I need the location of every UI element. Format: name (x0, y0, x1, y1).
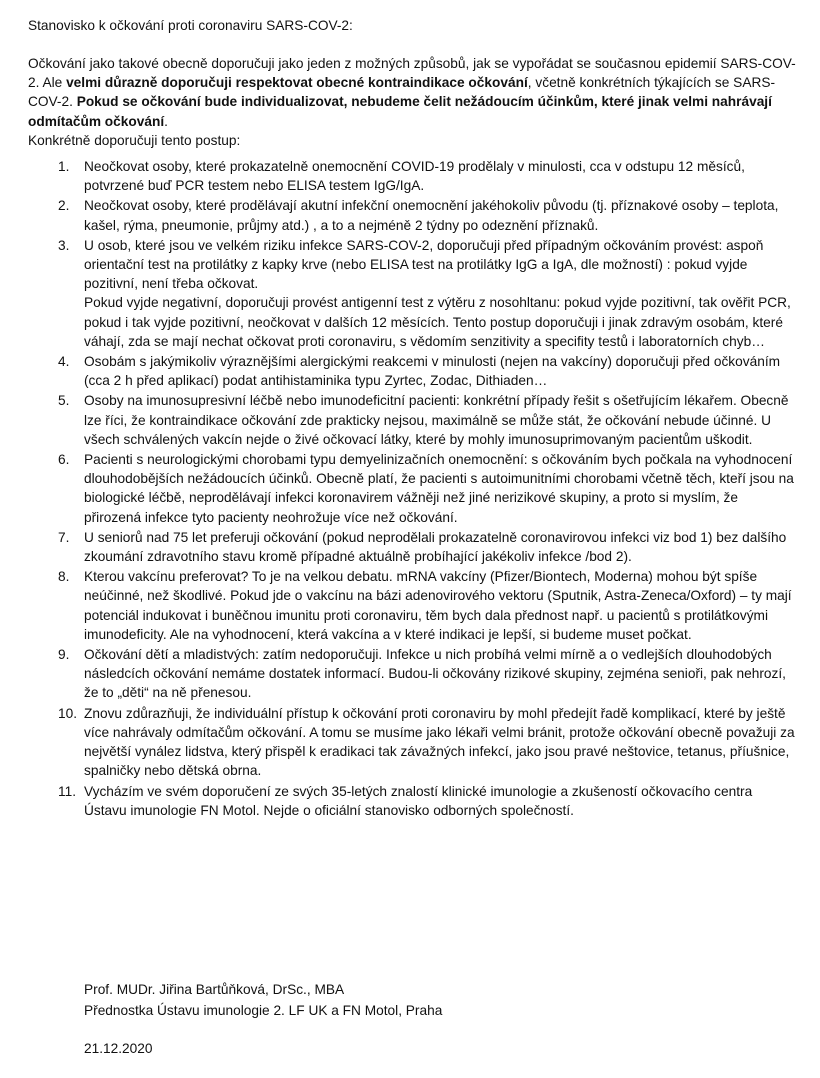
item-number: 1. (58, 159, 70, 174)
document-title: Stanovisko k očkování proti coronaviru SARS-COV-2: (28, 18, 353, 33)
list-item (28, 704, 798, 781)
item-text: Osoby na imunosupresivní léčbě nebo imunodeficitní pacienti: konkrétní případy řešit s ošetřujícím lékařem. Obecně lze říci, že kontraindikace očkování zde prakticky nejsou, maximálně se může stát, že očkování nebude účinné. U všech schválených vakcín nejde o živé očkovací látky, které by mohly imunosuprimovaným pacientům uškodit. (84, 393, 789, 447)
item-number: 10. (58, 705, 78, 721)
intro-section (28, 54, 798, 150)
item-text: Neočkovat osoby, které prodělávají akutní infekční onemocnění jakéhokoliv původu (tj. příznakové osoby – teplota, kašel, rýma, pneumonie, průjmy atd.) , a to a nejméně 2 týdny po odeznění příznaků. (84, 198, 779, 233)
intro-text-1: Očkování jako takové obecně doporučuji jako jeden z možných způsobů, jak se vypořádat se současnou epidemií SARS-COV-2. Ale (28, 56, 796, 91)
item-text: Znovu zdůrazňuji, že individuální přístup k očkování proti coronaviru by mohl předejít řadě komplikací, které by ještě více nahrávaly odmítačům očkování. A tomu se musíme jako lékaři velmi bránit, protože očkování obecně považuji za největší vynález lidstva, který přispěl k eradikaci tak závažných infekcí, jako jsou pravé neštovice, tetanus, příušnice, spalničky nebo dětská obrna. (84, 705, 795, 779)
list-item (28, 450, 798, 527)
item-text: U osob, které jsou ve velkém riziku infekce SARS-COV-2, doporučuji před případným očkováním provést: aspoň orientační test na protilátky z kapky krve (nebo ELISA test na protilátky IgG a IgA, dle možností) : pokud vyjde pozitivní, není třeba očkovat. (84, 237, 764, 292)
intro-paragraph (28, 54, 798, 131)
document-date: 21.12.2020 (84, 1041, 153, 1056)
intro-text-2: , včetně konkrétních týkajících se SARS-COV-2. (28, 75, 776, 110)
item-text: Pacienti s neurologickými chorobami typu demyelinizačních onemocnění: s očkováním bych počkala na vyhodnocení dlouhodobějších nežádoucích účinků. Obecně platí, že pacienti s autoimunitními chorobami včetně těch, kteří jsou na biologické léčbě, neprodělávají infekci koronavirem vážněji než jiné nerizikové skupiny, a proto si myslím, že přirozená infekce tyto pacienty neohrožuje více než očkování. (84, 452, 794, 525)
signature-position: Přednostka Ústavu imunologie 2. LF UK a FN Motol, Praha (84, 1003, 443, 1018)
list-item (28, 236, 798, 351)
item-text-continued: Pokud vyjde negativní, doporučuji provést antigenní test z výtěru z nosohltanu: pokud vyjde pozitivní, tak ověřit PCR, pokud i tak vyjde pozitivní, neočkovat v dalších 12 měsících. Tento postup doporučuji i jinak zdravým osobám, které váhají, zda se mají nechat očkovat proti coronaviru, s vědomím senzitivity a specifity testů i laboratorních chyb… (84, 295, 791, 349)
intro-text-3: . (164, 113, 168, 129)
item-number: 8. (58, 569, 70, 585)
item-number: 11. (58, 783, 77, 799)
item-text: Vycházím ve svém doporučení ze svých 35-letých znalostí klinické imunologie a zkušeností očkovacího centra Ústavu imunologie FN Motol. Nejde o oficiální stanovisko odborných společností. (84, 783, 753, 818)
list-item (28, 567, 798, 644)
item-number: 6. (58, 452, 70, 468)
signature-name: Prof. MUDr. Jiřina Bartůňková, DrSc., MBA (84, 982, 345, 997)
list-item (28, 391, 798, 449)
item-number: 3. (58, 237, 70, 253)
item-text: Neočkovat osoby, které prokazatelně onemocnění COVID-19 prodělaly v minulosti, cca v odstupu 12 měsíců, potvrzené buď PCR testem nebo ELISA testem IgG/IgA. (84, 159, 745, 194)
recommendations-intro: Konkrétně doporučuji tento postup: (28, 132, 241, 148)
item-text: Osobám s jakýmikoliv výraznějšími alergickými reakcemi v minulosti (nejen na vakcíny) doporučuji před očkováním (cca 2 h před aplikací) podat antihistaminika typu Zyrtec, Zodac, Dithiaden… (84, 354, 781, 389)
item-text: Kterou vakcínu preferovat? To je na velkou debatu. mRNA vakcíny (Pfizer/Biontech, Moderna) mohou být spíše neúčinné, než škodlivé. Pokud jde o vakcínu na bázi adenovirového vektoru (Sputnik, Astra-Zeneca/Oxford) – ty mají potenciál indukovat i buněčnou imunitu proti coronaviru, těm bych dala přednost např. u pacientů s protilátkovými imunodeficity. Ale na vyhodnocení, která vakcína a v které indikaci je lepší, si budeme muset počkat. (84, 569, 792, 642)
list-item (28, 196, 798, 234)
list-item (28, 352, 798, 390)
list-item (28, 645, 798, 703)
item-text: Očkování dětí a mladistvých: zatím nedoporučuji. Infekce u nich probíhá velmi mírně a o vedlejších dlouhodobých následcích očkování nemáme dostatek informací. Budou-li očkovány rizikové skupiny, zejména senioři, pak nehrozí, že to „děti“ na ně přenesou. (84, 647, 786, 701)
list-item (28, 782, 798, 820)
item-number: 7. (58, 529, 70, 545)
item-number: 4. (58, 354, 70, 370)
recommendations-list (28, 157, 798, 821)
item-text: U seniorů nad 75 let preferuji očkování (pokud neprodělali prokazatelně coronavirovou infekci viz bod 1) bez dalšího zkoumání zdravotního stavu kromě případné aktuálně probíhající jakékoliv infekce /bod 2). (84, 529, 787, 565)
intro-bold-1: velmi důrazně doporučuji respektovat obecné kontraindikace očkování (66, 75, 528, 91)
signature-block (84, 979, 784, 1021)
intro-bold-2: Pokud se očkování bude individualizovat, nebudeme čelit nežádoucím účinkům, které jinak velmi nahrávají odmítačům očkování (28, 94, 772, 129)
item-number: 9. (58, 647, 70, 663)
item-number: 5. (58, 393, 70, 409)
item-number: 2. (58, 198, 70, 214)
list-item (28, 157, 798, 195)
list-item (28, 528, 798, 566)
